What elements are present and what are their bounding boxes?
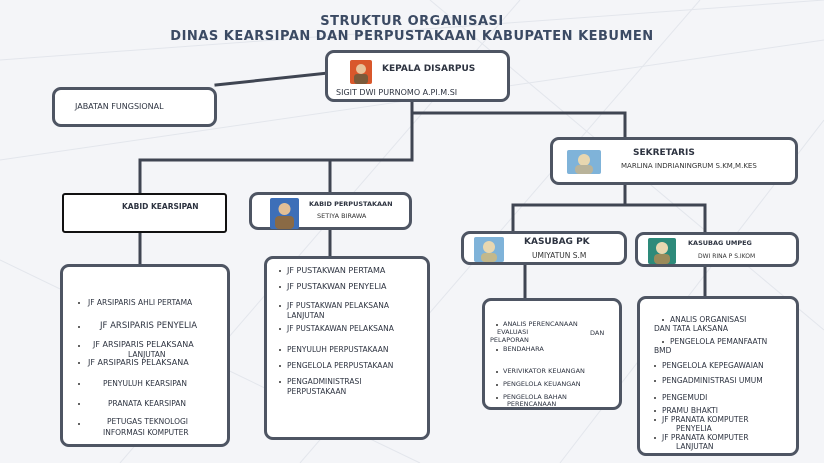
list-item: LANJUTAN xyxy=(287,311,325,320)
sekretaris-name: MARLINA INDRIANINGRUM S.KM,M.KES xyxy=(621,162,757,170)
bullet-icon xyxy=(78,326,80,328)
bullet-icon xyxy=(496,324,498,326)
photo-sekretaris xyxy=(567,150,601,174)
list-item: PELAPORAN xyxy=(490,336,529,344)
bullet-icon xyxy=(78,302,80,304)
head-box xyxy=(325,50,510,102)
photo-kabid-perpustakaan xyxy=(270,198,299,229)
bullet-icon xyxy=(654,380,656,382)
bullet-icon xyxy=(279,286,281,288)
list-item: JF PUSTAKWAN PERTAMA xyxy=(287,266,386,275)
list-item: ANALIS PERENCANAAN xyxy=(503,320,578,328)
bullet-icon xyxy=(78,345,80,347)
kasubag-pk-box xyxy=(461,231,627,265)
list-item: JF PUSTAKAWAN PELAKSANA xyxy=(287,324,394,333)
list-item: JF PRANATA KOMPUTER xyxy=(662,415,749,424)
sekretaris-box xyxy=(550,137,798,185)
list-item: JF ARSIPARIS AHLI PERTAMA xyxy=(88,298,193,307)
bullet-icon xyxy=(78,362,80,364)
list-item: BMD xyxy=(654,346,672,355)
list-item: PETUGAS TEKNOLOGI xyxy=(107,417,189,426)
list-item: INFORMASI KOMPUTER xyxy=(103,428,189,437)
list-item: PENGELOLA BAHAN xyxy=(503,393,567,401)
photo-kasubag-pk xyxy=(474,237,504,262)
jabatan-fungsional-label: JABATAN FUNGSIONAL xyxy=(75,102,164,111)
bullet-icon xyxy=(279,305,281,307)
perpustakaan-staff-box xyxy=(264,256,430,440)
bullet-icon xyxy=(279,349,281,351)
umpeg-staff-box xyxy=(637,296,799,456)
bullet-icon xyxy=(662,319,664,321)
photo-kasubag-umpeg xyxy=(648,238,676,264)
list-item: LANJUTAN xyxy=(128,350,166,359)
kasubag-umpeg-box xyxy=(635,232,799,267)
kasubag-pk-position: KASUBAG PK xyxy=(524,237,590,247)
list-item: PERENCANAAN xyxy=(507,400,557,408)
list-item: PENGELOLA KEPEGAWAIAN xyxy=(662,361,764,370)
bullet-icon xyxy=(654,410,656,412)
list-item: LANJUTAN xyxy=(676,442,714,451)
kasubag-umpeg-position: KASUBAG UMPEG xyxy=(688,239,752,247)
list-item: ANALIS ORGANISASI xyxy=(670,315,747,324)
bullet-icon xyxy=(496,349,498,351)
bullet-icon xyxy=(496,371,498,373)
list-item: JF PRANATA KOMPUTER xyxy=(662,433,749,442)
pk-staff-box xyxy=(482,298,622,410)
list-item: JF ARSIPARIS PELAKSANA xyxy=(93,340,194,349)
list-item: PENGELOLA PERPUSTAKAAN xyxy=(287,361,394,370)
kasubag-pk-name: UMIYATUN S.M xyxy=(532,251,587,260)
bullet-icon xyxy=(654,437,656,439)
list-item: JF ARSIPARIS PELAKSANA xyxy=(88,358,189,367)
bullet-icon xyxy=(279,365,281,367)
list-item: JF ARSIPARIS PENYELIA xyxy=(100,321,198,331)
list-item: JF PUSTAKWAN PENYELIA xyxy=(287,282,387,291)
head-position: KEPALA DISARPUS xyxy=(382,64,476,74)
jabatan-fungsional-box xyxy=(52,87,217,127)
bullet-icon xyxy=(279,270,281,272)
list-item: DAN TATA LAKSANA xyxy=(654,324,729,333)
bullet-icon xyxy=(654,365,656,367)
kasubag-umpeg-name: DWI RINA P S.IKOM xyxy=(698,253,756,260)
sekretaris-position: SEKRETARIS xyxy=(633,148,695,158)
list-item: PENGADMINISTRASI xyxy=(287,377,362,386)
bullet-icon xyxy=(78,423,80,425)
list-item: PENGADMINISTRASI UMUM xyxy=(662,376,763,385)
kearsipan-staff-box xyxy=(60,264,230,447)
list-item: PRANATA KEARSIPAN xyxy=(108,399,186,408)
list-item: PENYULUH PERPUSTAKAAN xyxy=(287,345,389,354)
kabid-perpustakaan-box xyxy=(249,192,412,230)
bullet-icon xyxy=(662,341,664,343)
bullet-icon xyxy=(496,384,498,386)
bullet-icon xyxy=(279,381,281,383)
bullet-icon xyxy=(78,383,80,385)
list-item: JF PUSTAKWAN PELAKSANA xyxy=(287,301,390,310)
list-item: PENGELOLA PEMANFAATN xyxy=(670,337,768,346)
list-item: DAN xyxy=(590,329,605,337)
kabid-kearsipan-position: KABID KEARSIPAN xyxy=(122,202,199,211)
bullet-icon xyxy=(654,397,656,399)
list-item: PERPUSTAKAAN xyxy=(287,387,347,396)
kabid-perpustakaan-name: SETIYA BIRAWA xyxy=(317,212,367,220)
photo-head xyxy=(350,60,372,84)
bullet-icon xyxy=(654,419,656,421)
bullet-icon xyxy=(496,397,498,399)
list-item: PENYELIA xyxy=(676,424,712,433)
bullet-icon xyxy=(279,328,281,330)
chart-subtitle: DINAS KEARSIPAN DAN PERPUSTAKAAN KABUPATEN KEBUMEN xyxy=(170,29,654,44)
list-item: PENGELOLA KEUANGAN xyxy=(503,380,581,388)
list-item: PENGEMUDI xyxy=(662,393,708,402)
list-item: PRAMU BHAKTI xyxy=(662,406,718,415)
list-item: PENYULUH KEARSIPAN xyxy=(103,379,188,388)
list-item: BENDAHARA xyxy=(503,345,544,353)
bullet-icon xyxy=(78,403,80,405)
list-item: EVALUASI xyxy=(497,328,529,336)
kabid-kearsipan-box xyxy=(62,193,227,233)
head-name: SIGIT DWI PURNOMO A.PI.M.SI xyxy=(336,88,458,97)
kabid-perpustakaan-position: KABID PERPUSTAKAAN xyxy=(309,200,393,208)
chart-title: STRUKTUR ORGANISASI xyxy=(320,14,504,29)
list-item: VERIVIKATOR KEUANGAN xyxy=(503,367,585,375)
